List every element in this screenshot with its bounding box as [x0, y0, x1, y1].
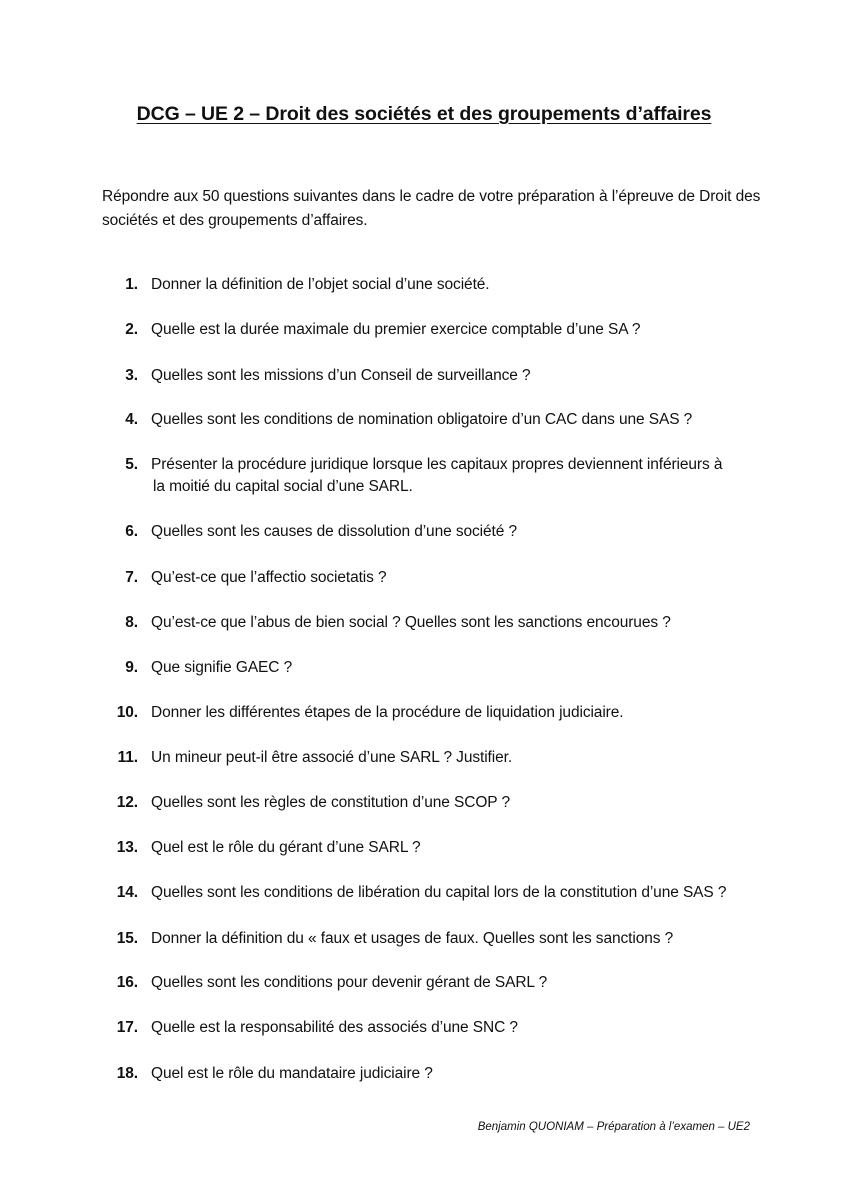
question-number: 10. — [116, 704, 138, 721]
question-number: 7. — [125, 569, 138, 586]
question-text: Un mineur peut-il être associé d’une SARL ? Justifier. — [151, 749, 513, 766]
question-number: 12. — [116, 794, 138, 811]
question-text: Qu’est-ce que l’affectio societatis ? — [151, 569, 387, 586]
page-footer: Benjamin QUONIAM – Préparation à l’examen – UE2 — [477, 1121, 750, 1133]
question-number: 2. — [125, 321, 138, 338]
question-text: Qu’est-ce que l’abus de bien social ? Quelles sont les sanctions encourues ? — [151, 614, 671, 631]
question-number: 13. — [116, 839, 138, 856]
question-text: Quelles sont les conditions pour devenir gérant de SARL ? — [151, 974, 548, 991]
question-text: Quelle est la durée maximale du premier exercice comptable d’une SA ? — [151, 321, 641, 338]
question-number: 8. — [125, 614, 138, 631]
question-number: 17. — [116, 1019, 138, 1036]
question-text: Quelles sont les conditions de libération du capital lors de la constitution d’une SAS ? — [151, 884, 727, 901]
document-title: DCG – UE 2 – Droit des sociétés et des groupements d’affaires — [136, 103, 712, 125]
question-text-line1: Présenter la procédure juridique lorsque les capitaux propres deviennent inférieurs à — [151, 456, 723, 473]
question-text: Donner la définition du « faux et usages de faux. Quelles sont les sanctions ? — [151, 930, 674, 947]
question-number: 15. — [116, 930, 138, 947]
question-text: Donner la définition de l’objet social d’une société. — [151, 276, 490, 293]
question-text: Quelles sont les causes de dissolution d’une société ? — [151, 523, 517, 540]
question-text: Quelles sont les missions d’un Conseil de surveillance ? — [151, 367, 531, 384]
question-number: 6. — [125, 523, 138, 540]
question-number: 5. — [125, 456, 138, 473]
question-number: 11. — [117, 749, 138, 766]
question-number: 4. — [125, 411, 138, 428]
question-text: Quel est le rôle du gérant d’une SARL ? — [151, 839, 421, 856]
question-text: Quel est le rôle du mandataire judiciaire ? — [151, 1065, 433, 1082]
question-text — [151, 454, 751, 498]
question-number: 3. — [125, 367, 138, 384]
question-text-line2: la moitié du capital social d’une SARL. — [153, 478, 413, 495]
question-text: Quelles sont les conditions de nomination obligatoire d’un CAC dans une SAS ? — [151, 411, 693, 428]
question-number: 14. — [116, 884, 138, 901]
question-text: Donner les différentes étapes de la procédure de liquidation judiciaire. — [151, 704, 624, 721]
question-number: 1. — [125, 276, 138, 293]
question-number: 18. — [116, 1065, 138, 1082]
question-text: Que signifie GAEC ? — [151, 659, 293, 676]
question-number: 16. — [116, 974, 138, 991]
question-text: Quelles sont les règles de constitution d’une SCOP ? — [151, 794, 510, 811]
question-text: Quelle est la responsabilité des associés d’une SNC ? — [151, 1019, 518, 1036]
intro-paragraph: Répondre aux 50 questions suivantes dans le cadre de votre préparation à l’épreuve de Droit des sociétés et des groupements d’affaires. — [102, 188, 761, 229]
question-number: 9. — [125, 659, 138, 676]
